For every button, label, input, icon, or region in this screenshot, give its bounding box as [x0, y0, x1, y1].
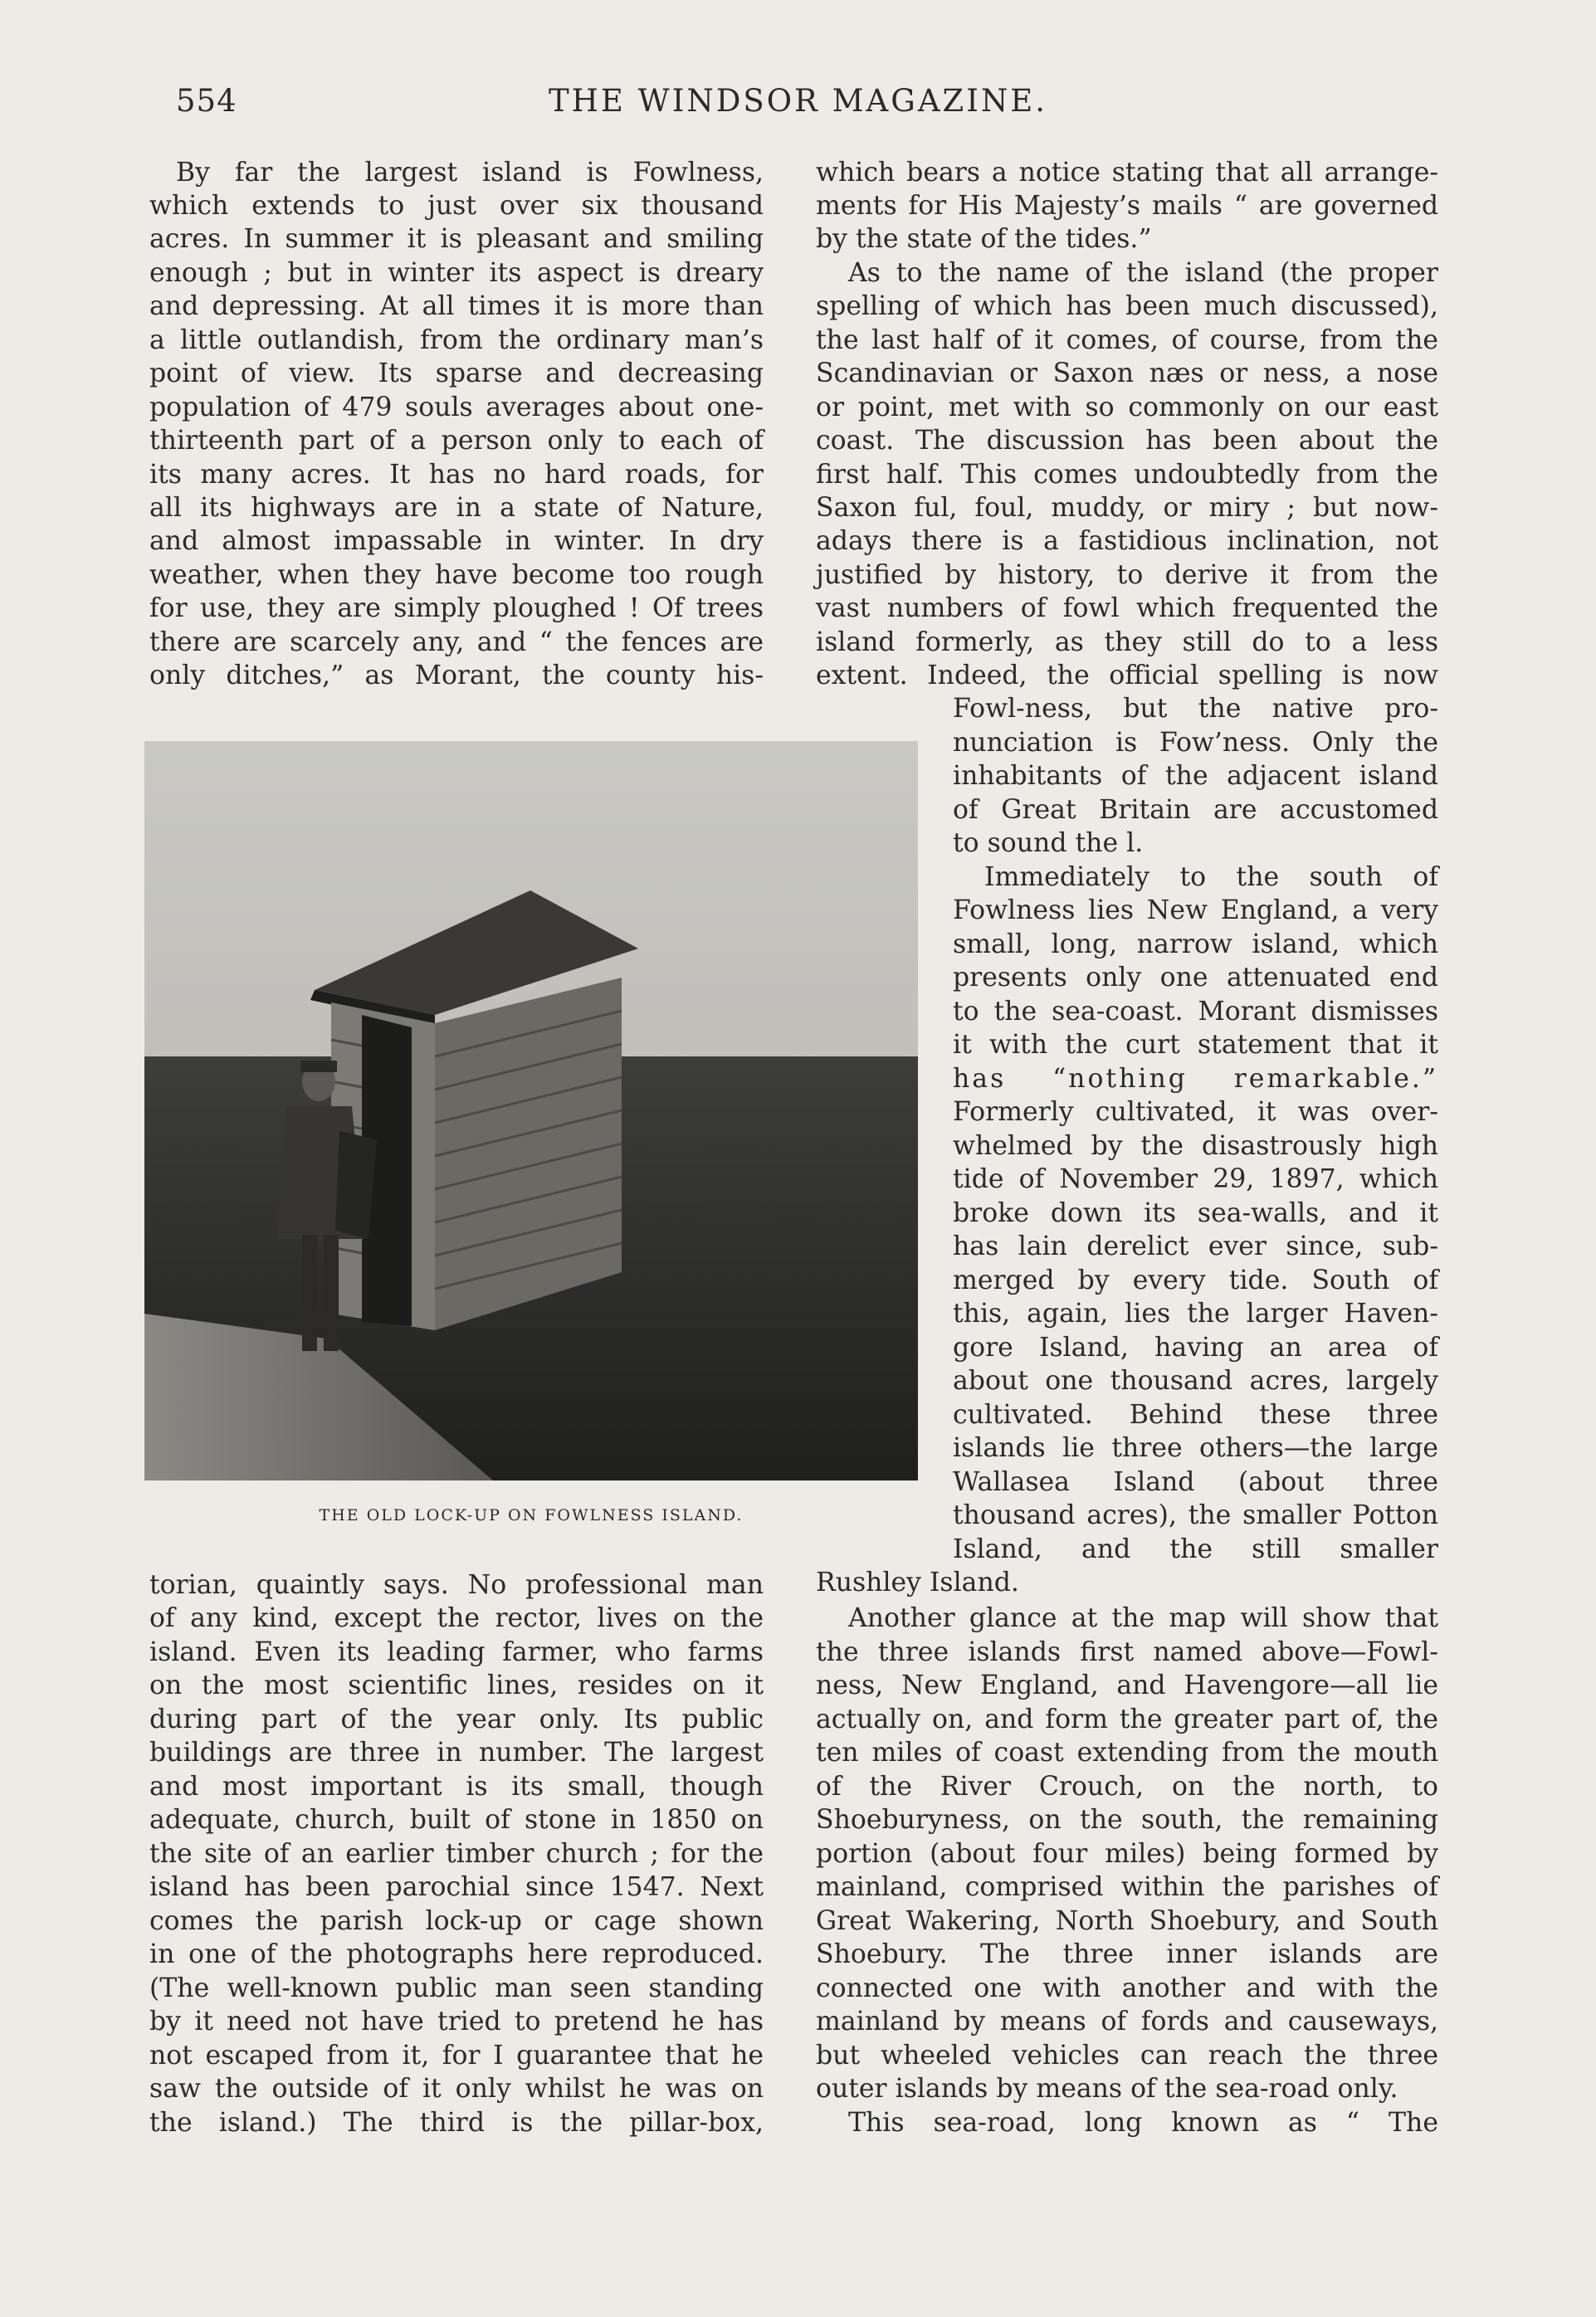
left-line: point of view. Its sparse and decreasing — [149, 359, 764, 388]
right-line: Scandinavian or Saxon næs or ness, a nose — [816, 359, 1438, 388]
right-line: presents only one attenuated end — [953, 963, 1438, 993]
right-line: but wheeled vehicles can reach the three — [816, 2041, 1438, 2071]
right-line: adays there is a fastidious inclination, not — [816, 526, 1438, 556]
left-line: acres. In summer it is pleasant and smiling — [149, 224, 764, 254]
left-line: there are scarcely any, and “ the fences are — [149, 627, 764, 657]
right-line: ten miles of coast extending from the mouth — [816, 1738, 1438, 1768]
left-line: enough ; but in winter its aspect is dreary — [149, 258, 764, 288]
left-line: the site of an earlier timber church ; for the — [149, 1839, 764, 1869]
right-line: first half. This comes undoubtedly from the — [816, 460, 1438, 490]
right-line: thousand acres), the smaller Potton — [953, 1500, 1438, 1530]
left-line: buildings are three in number. The largest — [149, 1738, 764, 1768]
right-line: the last half of it comes, of course, from the — [816, 325, 1438, 355]
right-line: Another glance at the map will show that — [848, 1603, 1438, 1633]
right-line: portion (about four miles) being formed by — [816, 1839, 1438, 1869]
right-line: vast numbers of fowl which frequented the — [816, 593, 1438, 623]
right-line: tide of November 29, 1897, which — [953, 1164, 1438, 1194]
right-line: mainland, comprised within the parishes of — [816, 1872, 1438, 1902]
right-line: Fowl-ness, but the native pro- — [953, 694, 1438, 724]
left-line: and almost impassable in winter. In dry — [149, 526, 764, 556]
right-line: of Great Britain are accustomed — [953, 795, 1438, 825]
right-line: Immediately to the south of — [984, 862, 1438, 892]
right-line: islands lie three others—the large — [953, 1433, 1438, 1463]
left-line: comes the parish lock-up or cage shown — [149, 1906, 764, 1936]
right-line: inhabitants of the adjacent island — [953, 761, 1438, 791]
right-line: merged by every tide. South of — [953, 1266, 1438, 1295]
right-line: mainland by means of fords and causeways, — [816, 2007, 1438, 2037]
left-line: By far the largest island is Fowlness, — [176, 158, 764, 188]
right-line: whelmed by the disastrously high — [953, 1131, 1438, 1161]
right-line: ments for His Majesty’s mails “ are governed — [816, 191, 1438, 221]
left-line: which extends to just over six thousand — [149, 191, 764, 221]
left-line: only ditches,” as Morant, the county his- — [149, 661, 764, 690]
right-line: Formerly cultivated, it was over- — [953, 1097, 1438, 1127]
left-line: by it need not have tried to pretend he has — [149, 2007, 764, 2037]
right-line: island formerly, as they still do to a less — [816, 627, 1438, 657]
right-line: by the state of the tides.” — [816, 224, 1152, 254]
left-line: its many acres. It has no hard roads, for — [149, 460, 764, 490]
right-line: outer islands by means of the sea-road only. — [816, 2074, 1398, 2104]
right-line: has lain derelict ever since, sub- — [953, 1232, 1438, 1261]
right-line: has “nothing remarkable.” — [953, 1064, 1438, 1094]
left-line: in one of the photographs here reproduced. — [149, 1939, 764, 1969]
right-line: it with the curt statement that it — [953, 1030, 1438, 1060]
right-line: As to the name of the island (the proper — [848, 258, 1438, 288]
left-line: on the most scientific lines, resides on it — [149, 1671, 764, 1700]
right-line: Rushley Island. — [816, 1568, 1019, 1598]
left-line: a little outlandish, from the ordinary man’s — [149, 325, 764, 355]
right-line: Fowlness lies New England, a very — [953, 895, 1438, 925]
lock-up-photograph — [144, 741, 918, 1480]
photo-caption: THE OLD LOCK-UP ON FOWLNESS ISLAND. — [319, 1506, 744, 1524]
left-line: population of 479 souls averages about one- — [149, 393, 764, 422]
left-line: (The well-known public man seen standing — [149, 1973, 764, 2003]
left-line: for use, they are simply ploughed ! Of trees — [149, 593, 764, 623]
right-line: gore Island, having an area of — [953, 1333, 1438, 1363]
right-line: to the sea-coast. Morant dismisses — [953, 997, 1438, 1027]
right-line: cultivated. Behind these three — [953, 1400, 1438, 1430]
left-line: the island.) The third is the pillar-box, — [149, 2108, 764, 2138]
right-line: broke down its sea-walls, and it — [953, 1198, 1438, 1228]
right-line: Saxon ful, foul, muddy, or miry ; but now- — [816, 493, 1438, 523]
right-line: or point, met with so commonly on our east — [816, 393, 1438, 422]
left-line: weather, when they have become too rough — [149, 560, 764, 590]
running-title: THE WINDSOR MAGAZINE. — [548, 83, 1048, 119]
right-line: coast. The discussion has been about the — [816, 426, 1438, 456]
left-line: torian, quaintly says. No professional man — [149, 1570, 764, 1600]
right-line: connected one with another and with the — [816, 1973, 1438, 2003]
left-line: during part of the year only. Its public — [149, 1705, 764, 1734]
left-line: adequate, church, built of stone in 1850 on — [149, 1805, 764, 1835]
left-line: not escaped from it, for I guarantee that he — [149, 2041, 764, 2071]
left-line: saw the outside of it only whilst he was on — [149, 2074, 764, 2104]
right-line: actually on, and form the greater part of, the — [816, 1705, 1438, 1734]
left-line: and depressing. At all times it is more than — [149, 291, 764, 321]
right-line: this, again, lies the larger Haven- — [953, 1299, 1438, 1329]
right-line: Wallasea Island (about three — [953, 1467, 1438, 1497]
right-line: the three islands first named above—Fowl- — [816, 1637, 1438, 1667]
right-line: extent. Indeed, the official spelling is now — [816, 661, 1438, 690]
right-line: ness, New England, and Havengore—all lie — [816, 1671, 1438, 1700]
right-line: Great Wakering, North Shoebury, and South — [816, 1906, 1438, 1936]
right-line: Shoeburyness, on the south, the remaining — [816, 1805, 1438, 1835]
page-number: 554 — [176, 83, 237, 119]
left-line: all its highways are in a state of Nature, — [149, 493, 764, 523]
right-line: of the River Crouch, on the north, to — [816, 1772, 1438, 1802]
left-line: island. Even its leading farmer, who farms — [149, 1637, 764, 1667]
right-line: which bears a notice stating that all arrange- — [816, 158, 1438, 188]
right-line: about one thousand acres, largely — [953, 1366, 1438, 1396]
right-line: justified by history, to derive it from the — [816, 560, 1438, 590]
right-line: nunciation is Fow’ness. Only the — [953, 728, 1438, 758]
right-line: Island, and the still smaller — [953, 1534, 1438, 1564]
right-line: small, long, narrow island, which — [953, 929, 1438, 959]
right-line: to sound the l. — [953, 828, 1144, 858]
left-line: thirteenth part of a person only to each of — [149, 426, 764, 456]
photo-old-lock-up — [144, 741, 918, 1480]
right-line: spelling of which has been much discussed), — [816, 291, 1438, 321]
left-line: of any kind, except the rector, lives on the — [149, 1603, 764, 1633]
left-line: and most important is its small, though — [149, 1772, 764, 1802]
right-line: Shoebury. The three inner islands are — [816, 1939, 1438, 1969]
right-line: This sea-road, long known as “ The — [848, 2108, 1438, 2138]
left-line: island has been parochial since 1547. Next — [149, 1872, 764, 1902]
